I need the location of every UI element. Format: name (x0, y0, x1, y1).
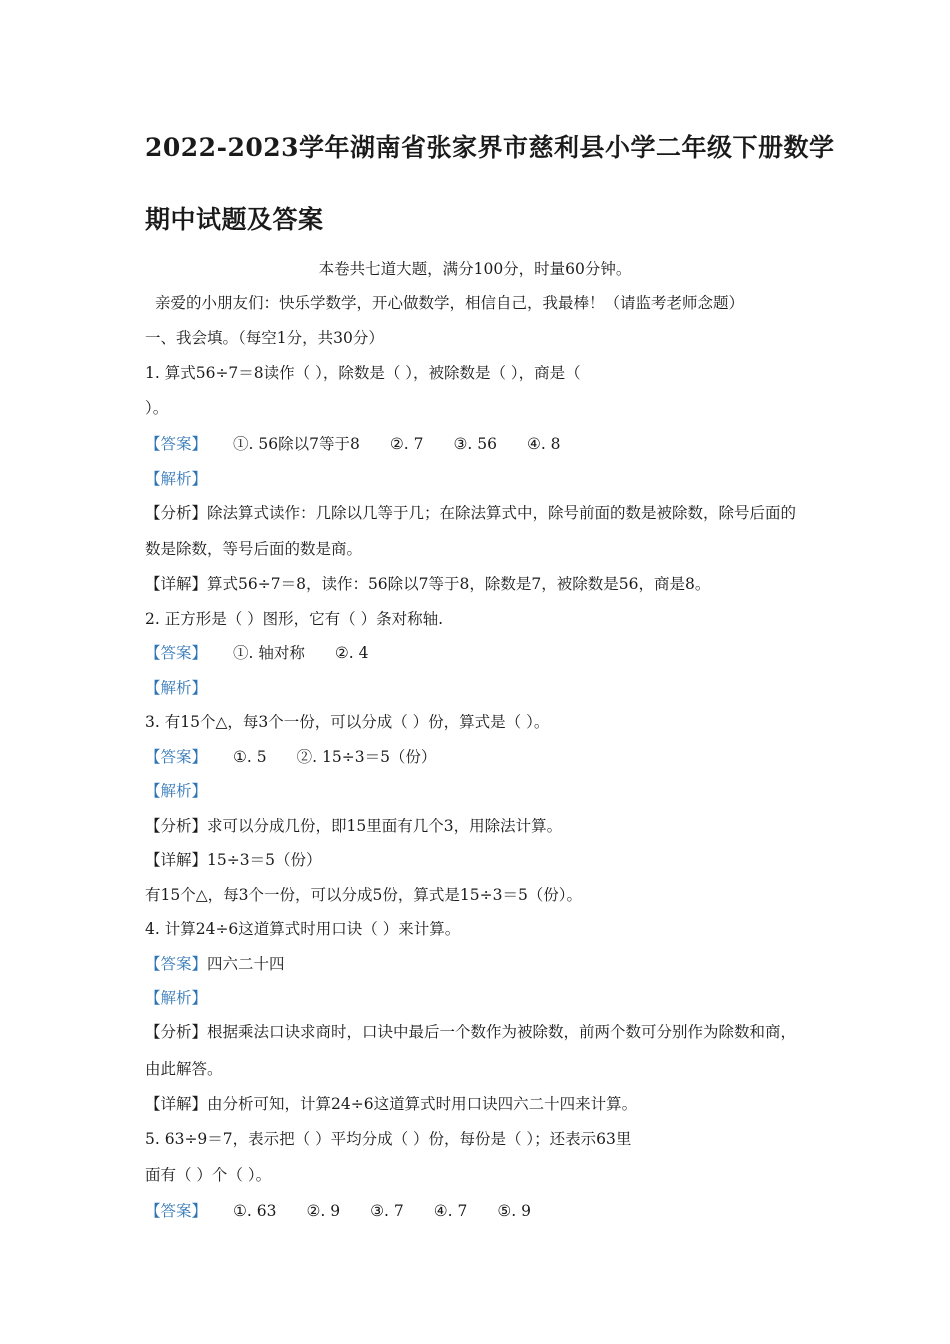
analysis-label-3: 【解析】 (145, 782, 208, 800)
doc-title-line1: 2022-2023学年湖南省张家界市慈利县小学二年级下册数学 (145, 133, 835, 162)
question-5-cont: 面有（ ）个（ ）。 (145, 1166, 272, 1184)
detail-3: 【详解】15÷3＝5（份） (145, 851, 322, 869)
question-5: 5. 63÷9＝7，表示把（ ）平均分成（ ）份，每份是（ ）；还表示63里 (145, 1130, 632, 1148)
analysis-label-1: 【解析】 (145, 470, 208, 488)
fenxi-4: 【分析】根据乘法口诀求商时，口诀中最后一个数作为被除数，前两个数可分别作为除数和商， (145, 1023, 797, 1041)
intro-text: 本卷共七道大题，满分100分，时量60分钟。 (318, 260, 632, 278)
question-1: 1. 算式56÷7＝8读作（ ），除数是（ ），被除数是（ ），商是（ (145, 364, 581, 382)
answer-row-4: 【答案】四六二十四 (145, 955, 285, 973)
doc-title-line2: 期中试题及答案 (145, 205, 324, 234)
section-heading: 一、我会填。（每空1分，共30分） (145, 329, 384, 347)
answer-row-1: 【答案】 ①. 56除以7等于8 ②. 7 ③. 56 ④. 8 (145, 435, 561, 453)
fenxi-1-cont: 数是除数，等号后面的数是商。 (145, 540, 363, 558)
fenxi-4-cont: 由此解答。 (145, 1060, 223, 1078)
fenxi-1: 【分析】除法算式读作：几除以几等于几；在除法算式中，除号前面的数是被除数，除号后面的 (145, 504, 797, 522)
detail-4: 【详解】由分析可知，计算24÷6这道算式时用口诀四六二十四来计算。 (145, 1095, 638, 1113)
answer-row-5: 【答案】 ①. 63 ②. 9 ③. 7 ④. 7 ⑤. 9 (145, 1202, 531, 1220)
analysis-label-4: 【解析】 (145, 989, 208, 1007)
question-4: 4. 计算24÷6这道算式时用口诀（ ）来计算。 (145, 920, 461, 938)
answer-row-2: 【答案】 ①. 轴对称 ②. 4 (145, 644, 369, 662)
answer-label: 【答案】 (145, 435, 208, 453)
fenxi-3: 【分析】求可以分成几份，即15里面有几个3，用除法计算。 (145, 817, 563, 835)
answer-row-3: 【答案】 ①. 5 ②. 15÷3＝5（份） (145, 748, 437, 766)
question-1-cont: ）。 (145, 399, 169, 417)
detail-3-cont: 有15个△，每3个一份，可以分成5份，算式是15÷3＝5（份）。 (145, 886, 583, 904)
detail-1: 【详解】算式56÷7＝8，读作：56除以7等于8，除数是7，被除数是56，商是8。 (145, 575, 711, 593)
analysis-label-2: 【解析】 (145, 679, 208, 697)
question-2: 2. 正方形是（ ）图形，它有（ ）条对称轴. (145, 610, 443, 628)
question-3: 3. 有15个△，每3个一份，可以分成（ ）份，算式是（ ）。 (145, 713, 550, 731)
greeting-text: 亲爱的小朋友们：快乐学数学，开心做数学，相信自己，我最棒！（请监考老师念题） (155, 294, 745, 312)
